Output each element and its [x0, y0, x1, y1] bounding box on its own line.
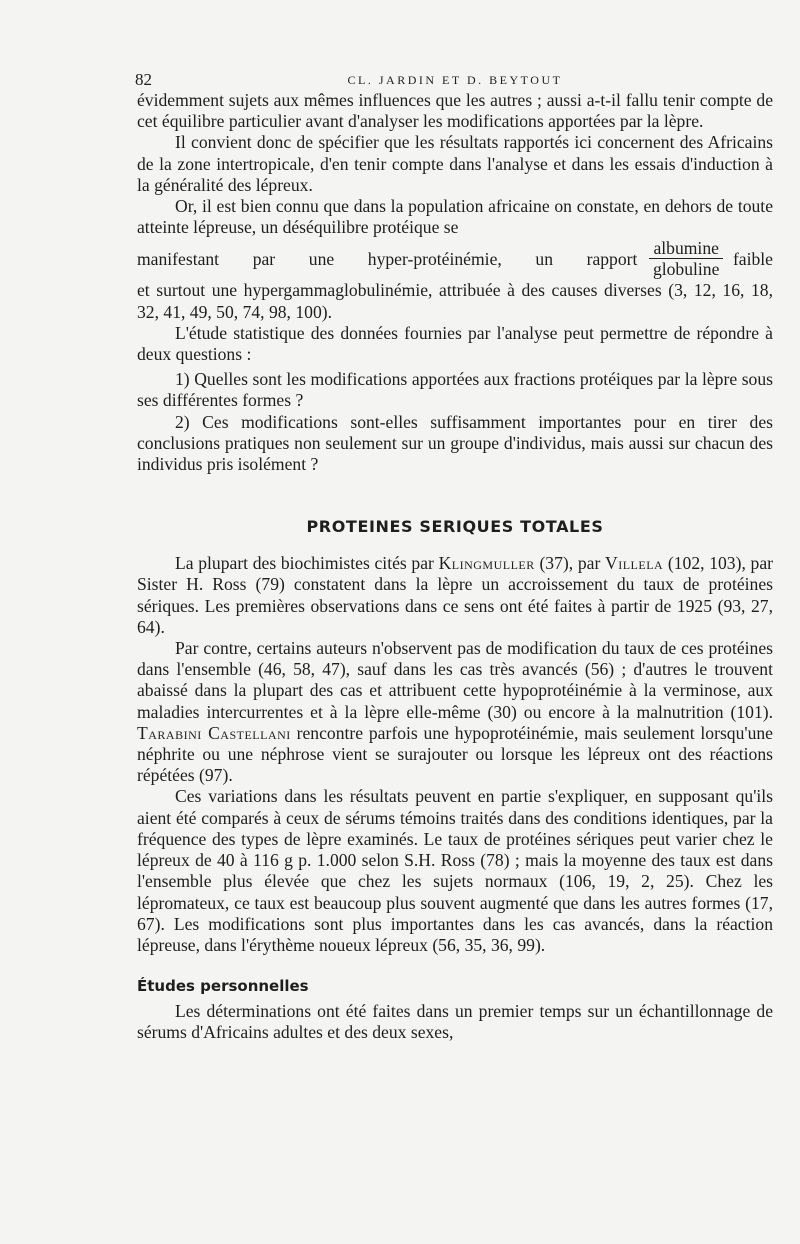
paragraph-intro-3-end: et surtout une hypergammaglobulinémie, attribuée à des causes diverses (3, 12, 16, 18, 32, 41, 49, 50, 74, 98, 100). — [137, 280, 773, 322]
text-run: (102, 103), par Sister H. Ross (79) constatent dans la lèpre un accroissement du taux de protéines sériques. Les premières observations dans ce sens ont été faites à partir de 1925 (93, 27, 64). — [137, 553, 774, 637]
text-run: La plupart des biochimistes cités par — [175, 553, 434, 574]
word: rapport — [586, 248, 638, 269]
page-header — [137, 60, 773, 90]
paragraph-subsection-1: Les déterminations ont été faites dans un premier temps sur un échantillonnage de sérums d'Africains adultes et des deux sexes, — [137, 1001, 773, 1043]
word: un — [535, 248, 553, 269]
fraction-denominator: globuline — [652, 259, 720, 280]
word: manifestant — [137, 248, 220, 269]
author-name: Klingmuller — [438, 553, 535, 574]
albumin-globulin-fraction — [649, 239, 722, 279]
paragraph-section-1 — [137, 553, 773, 638]
word: par — [252, 248, 276, 269]
author-name: Tarabini Castellani — [137, 722, 291, 743]
text-run: Par contre, certains auteurs n'observent pas de modification du taux de ces protéines dans l'ensemble (46, 58, 47), sauf dans les cas très avancés (56) ; d'autres le trouvent abaissé dans la plupart des cas et attribuent cette hypoprotéinémie à la verminose, aux maladies intercurrentes et à la lèpre elle-même (30) ou encore à la malnutrition (101). — [137, 638, 773, 722]
text-run: (37), par — [539, 553, 601, 574]
text-run: rencontre parfois une hypoprotéinémie, mais seulement lorsqu'une néphrite ou une néphrose vient se surajouter ou lorsque les lépreux ont des réactions répétées (97). — [137, 722, 773, 786]
fraction-line-lead — [137, 249, 637, 270]
paragraph-intro-2: Il convient donc de spécifier que les résultats rapportés ici concernent des Africains de la zone intertropicale, d'en tenir compte dans l'analyse et dans les essais d'induction à la généralité des lépreux. — [137, 132, 773, 195]
paragraph-section-3: Ces variations dans les résultats peuvent en partie s'expliquer, en supposant qu'ils aient été comparés à ceux de sérums témoins traités dans des conditions identiques, par la fréquence des types de lèpre examinés. Le taux de protéines sériques peut varier chez le lépreux de 40 à 116 g p. 1.000 selon S.H. Ross (78) ; mais la moyenne des taux est dans l'ensemble plus élevée que chez les sujets normaux (106, 19, 2, 25). Chez les lépromateux, ce taux est beaucoup plus souvent augmenté que dans les autres formes (17, 67). Les modifications sont plus importantes dans les cas avancés, dans la réaction lépreuse, dans l'érythème noueux lépreux (56, 35, 36, 99). — [137, 786, 773, 955]
word: une — [308, 248, 335, 269]
question-2: 2) Ces modifications sont-elles suffisamment importantes pour en tirer des conclusions pratiques non seulement sur un groupe d'individus, mais aussi sur chacun des individus pris isolément ? — [137, 411, 773, 475]
paragraph-intro-3-start: Or, il est bien connu que dans la population africaine on constate, en dehors de toute atteinte lépreuse, un déséquilibre protéique se — [137, 196, 773, 238]
subsection-title: Études personnelles — [137, 977, 309, 996]
section-title: PROTEINES SERIQUES TOTALES — [306, 517, 604, 537]
paragraph-section-2 — [137, 638, 773, 786]
paragraph-intro-1: évidemment sujets aux mêmes influences que les autres ; aussi a-t-il fallu tenir compte de cet équilibre particulier avant d'analyser les modifications apportées par la lèpre. — [137, 90, 773, 132]
fraction-line — [137, 238, 773, 280]
author-name: Villela — [605, 553, 664, 574]
document-page — [137, 60, 773, 1044]
fraction-numerator: albumine — [649, 239, 722, 259]
question-1: 1) Quelles sont les modifications apportées aux fractions protéiques par la lèpre sous ses différentes formes ? — [137, 369, 773, 411]
paragraph-intro-4: L'étude statistique des données fournies par l'analyse peut permettre de répondre à deux questions : — [137, 322, 773, 365]
fraction-after-word: faible — [732, 248, 773, 269]
running-head: CL. JARDIN ET D. BEYTOUT — [347, 73, 563, 87]
word: hyper-protéinémie, — [367, 248, 502, 269]
page-number: 82 — [135, 70, 152, 89]
